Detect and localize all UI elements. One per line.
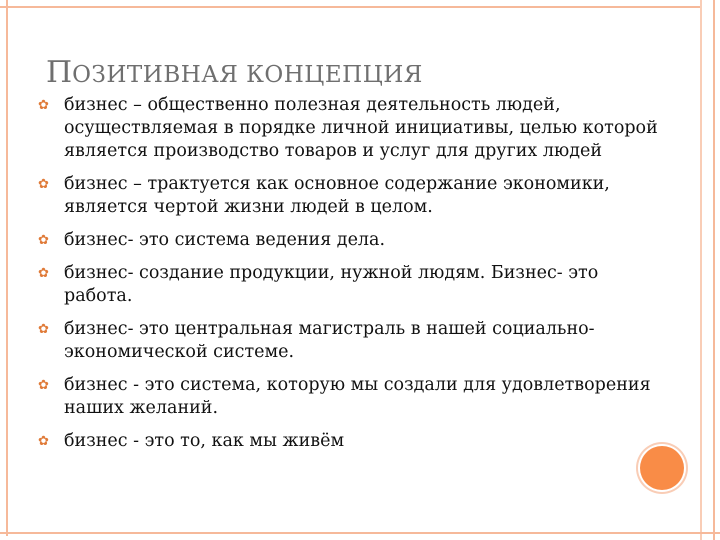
orange-flourish-icon: ✿ <box>38 98 49 113</box>
bullet-item <box>38 173 678 219</box>
bullet-text: бизнес – трактуется как основное содержание экономики, является чертой жизни людей в целом. <box>64 174 610 217</box>
orange-flourish-icon: ✿ <box>38 378 49 393</box>
orange-flourish-icon: ✿ <box>38 322 49 337</box>
decorative-orange-circle <box>640 446 684 490</box>
bullet-text: бизнес - это система, которую мы создали для удовлетворения наших желаний. <box>64 375 651 418</box>
frame-right-outer-line <box>713 0 715 540</box>
slide-title <box>46 55 423 90</box>
bullet-text: бизнес – общественно полезная деятельность людей, осуществляемая в порядке личной инициативы, целью которой является производство товаров и услуг для других людей <box>64 95 658 161</box>
slide-title-initial: П <box>46 55 73 90</box>
orange-flourish-icon: ✿ <box>38 233 49 248</box>
frame-right-inner-line <box>700 0 702 540</box>
bullet-item <box>38 262 678 308</box>
bullet-item <box>38 430 678 453</box>
bullet-item <box>38 374 678 420</box>
orange-flourish-icon: ✿ <box>38 434 49 449</box>
bullet-list <box>38 94 678 463</box>
bullet-text: бизнес- создание продукции, нужной людям. Бизнес- это работа. <box>64 263 599 306</box>
orange-flourish-icon: ✿ <box>38 177 49 192</box>
bullet-text: бизнес - это то, как мы живём <box>64 431 345 451</box>
bullet-item <box>38 94 678 163</box>
frame-left-line <box>6 0 8 536</box>
bullet-item <box>38 229 678 252</box>
slide-title-rest: ОЗИТИВНАЯ КОНЦЕПЦИЯ <box>72 62 423 88</box>
bullet-item <box>38 318 678 364</box>
orange-flourish-icon: ✿ <box>38 266 49 281</box>
bullet-text: бизнес- это центральная магистраль в нашей социально-экономической системе. <box>64 319 595 362</box>
frame-top-line <box>0 6 700 8</box>
bullet-text: бизнес- это система ведения дела. <box>64 230 386 250</box>
frame-bottom-line <box>0 532 720 534</box>
